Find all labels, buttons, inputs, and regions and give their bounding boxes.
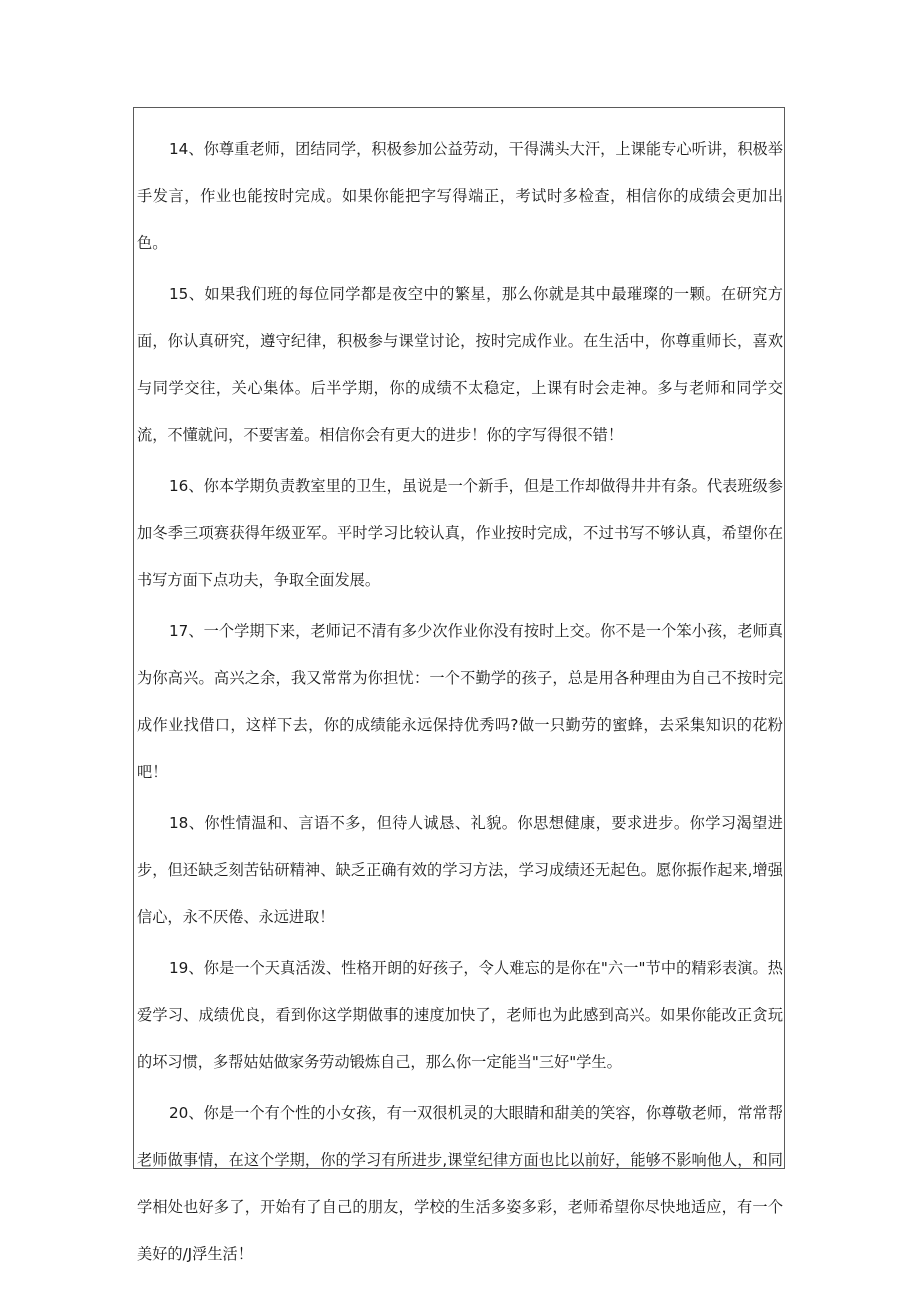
comment-paragraph-14: 14、你尊重老师，团结同学，积极参加公益劳动，干得满头大汗，上课能专心听讲，积极举手发言，作业也能按时完成。如果你能把字写得端正，考试时多检查，相信你的成绩会更加出色。 (137, 140, 783, 252)
page-frame (133, 107, 785, 1263)
comment-list (137, 126, 783, 1282)
comment-paragraph-20: 20、你是一个有个性的小女孩，有一双很机灵的大眼睛和甜美的笑容，你尊敬老师，常常帮老师做事情，在这个学期，你的学习有所进步,课堂纪律方面也比以前好，能够不影响他人，和同学相处也好多了，开始有了自己的朋友，学校的生活多姿多彩，老师希望你尽快地适应，有一个美好的/J浮生活！ (137, 1104, 783, 1263)
comment-paragraph-17: 17、一个学期下来，老师记不清有多少次作业你没有按时上交。你不是一个笨小孩，老师真为你高兴。高兴之余，我又常常为你担忧：一个不勤学的孩子，总是用各种理由为自己不按时完成作业找借口，这样下去，你的成绩能永远保持优秀吗?做一只勤劳的蜜蜂，去采集知识的花粉吧！ (137, 622, 783, 781)
comment-paragraph-16: 16、你本学期负责教室里的卫生，虽说是一个新手，但是工作却做得井井有条。代表班级参加冬季三项赛获得年级亚军。平时学习比较认真，作业按时完成，不过书写不够认真，希望你在书写方面下点功夫，争取全面发展。 (137, 477, 783, 589)
comment-paragraph-18: 18、你性情温和、言语不多，但待人诚恳、礼貌。你思想健康，要求进步。你学习渴望进步，但还缺乏刻苦钻研精神、缺乏正确有效的学习方法，学习成绩还无起色。愿你振作起来,增强信心，永不厌倦、永远进取！ (137, 814, 783, 926)
comment-paragraph-19: 19、你是一个天真活泼、性格开朗的好孩子，令人难忘的是你在"六一"节中的精彩表演。热爱学习、成绩优良，看到你这学期做事的速度加快了，老师也为此感到高兴。如果你能改正贪玩的坏习惯，多帮姑姑做家务劳动锻炼自己，那么你一定能当"三好"学生。 (137, 959, 783, 1071)
comment-paragraph-15: 15、如果我们班的每位同学都是夜空中的繁星，那么你就是其中最璀璨的一颗。在研究方面，你认真研究，遵守纪律，积极参与课堂讨论，按时完成作业。在生活中，你尊重师长，喜欢与同学交往，关心集体。后半学期，你的成绩不太稳定，上课有时会走神。多与老师和同学交流，不懂就问，不要害羞。相信你会有更大的进步！你的字写得很不错！ (137, 285, 783, 444)
